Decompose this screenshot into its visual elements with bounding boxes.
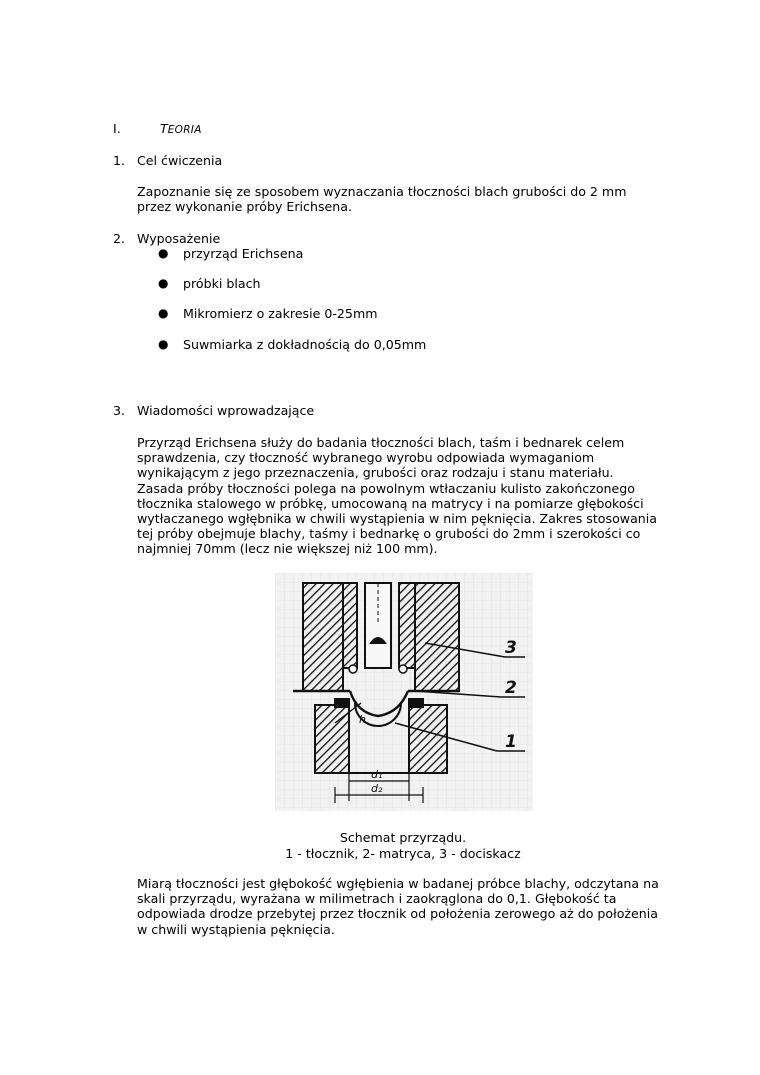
figure-caption-title: Schemat przyrządu. — [339, 830, 467, 845]
label-1: 1 — [505, 732, 517, 752]
closing-text — [137, 876, 659, 937]
item2-number: 2. — [113, 231, 126, 246]
text-line: Zapoznanie się ze sposobem wyznaczania tłoczności blach grubości do 2 mm — [137, 184, 627, 199]
section-number: I. — [113, 121, 121, 136]
item2-title: Wyposażenie — [137, 231, 221, 246]
figure-caption-legend: 1 - tłocznik, 2- matryca, 3 - dociskacz — [285, 846, 521, 861]
text-line: skali przyrządu, wyrażana w milimetrach i zaokrąglona do 0,1. Głębokość ta — [137, 891, 617, 907]
text-line: wynikającym z jego przeznaczenia, grubości oraz rodzaju i stanu materiału. — [137, 465, 614, 481]
bullet-icon: ● — [158, 337, 169, 351]
item1-number: 1. — [113, 153, 126, 168]
text-line: odpowiada drodze przebytej przez tłocznik od położenia zerowego aż do położenia — [137, 906, 658, 922]
bullet-icon: ● — [158, 246, 169, 260]
text-line: sprawdzenia, czy tłoczność wybranego wyrobu odpowiada wymaganiom — [137, 450, 595, 466]
text-line: tłocznika stalowego w próbkę, umocowaną na matrycy i na pomiarze głębokości — [137, 495, 644, 511]
item3-text — [137, 435, 657, 557]
apparatus-figure — [275, 573, 533, 811]
text-line: tej próby obejmuje blachy, taśmy i bednarkę o grubości do 2mm i szerokości co — [137, 526, 641, 542]
section-title-initial: T — [160, 121, 168, 136]
text-line: wytłaczanego wgłębnika w chwili wystąpienia w nim pęknięcia. Zakres stosowania — [137, 511, 657, 527]
bullet-item: przyrząd Erichsena — [183, 246, 304, 261]
item3-title: Wiadomości wprowadzające — [137, 403, 315, 418]
section-title-rest: EORIA — [167, 124, 202, 136]
punch — [365, 583, 391, 668]
item1-title: Cel ćwiczenia — [137, 153, 223, 168]
label-2: 2 — [505, 678, 517, 698]
item1-text — [137, 184, 626, 214]
label-3: 3 — [505, 638, 517, 658]
label-h: h — [359, 713, 366, 726]
text-line: przez wykonanie próby Erichsena. — [137, 199, 352, 215]
label-d1: d₁ — [371, 768, 383, 781]
section-title — [160, 121, 202, 138]
bullet-icon: ● — [158, 306, 169, 320]
text-line: Zasada próby tłoczności polega na powolnym wtłaczaniu kulisto zakończonego — [137, 480, 635, 496]
text-line: w chwili wystąpienia pęknięcia. — [137, 921, 335, 937]
text-line: najmniej 70mm (lecz nie większej niż 100 mm). — [137, 541, 438, 557]
bullet-item: Suwmiarka z dokładnością do 0,05mm — [183, 337, 427, 352]
label-d2: d₂ — [371, 782, 383, 795]
bullet-item: Mikromierz o zakresie 0-25mm — [183, 306, 378, 321]
bullet-item: próbki blach — [183, 276, 261, 291]
text-line: Miarą tłoczności jest głębokość wgłębienia w badanej próbce blachy, odczytana na — [137, 876, 659, 891]
text-line: Przyrząd Erichsena służy do badania tłoczności blach, taśm i bednarek celem — [137, 435, 625, 450]
item3-number: 3. — [113, 403, 126, 418]
bullet-icon: ● — [158, 276, 169, 290]
